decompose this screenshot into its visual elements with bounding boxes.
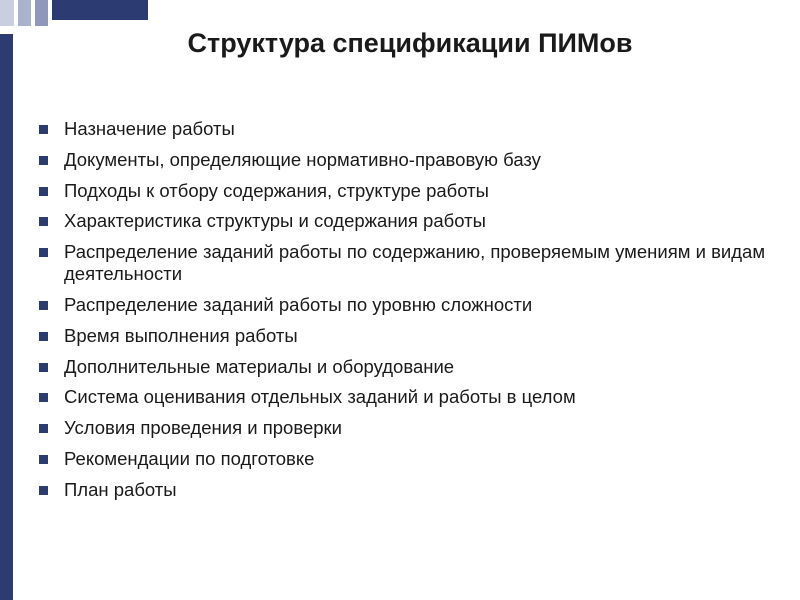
square-bullet-icon [39,455,48,464]
list-item-label: Характеристика структуры и содержания работы [64,210,486,232]
deco-block-3 [35,0,48,26]
bullet-list [34,118,774,501]
list-item [34,149,774,171]
list-item [34,325,774,347]
list-item [34,241,774,285]
list-item-label: Время выполнения работы [64,324,298,346]
list-item-label: Документы, определяющие нормативно-правовую базу [64,148,541,170]
square-bullet-icon [39,187,48,196]
left-accent-bar [0,34,13,600]
list-item [34,210,774,232]
list-item-label: Система оценивания отдельных заданий и работы в целом [64,386,576,408]
list-item-label: Распределение заданий работы по содержанию, проверяемым умениям и видам деятельности [64,241,766,285]
square-bullet-icon [39,248,48,257]
list-item-label: Рекомендации по подготовке [64,448,315,470]
list-item-label: Подходы к отбору содержания, структуре работы [64,179,489,201]
square-bullet-icon [39,332,48,341]
square-bullet-icon [39,363,48,372]
list-item [34,294,774,316]
deco-block-4 [52,0,148,20]
square-bullet-icon [39,125,48,134]
list-item [34,386,774,408]
list-item-label: Распределение заданий работы по уровню сложности [64,293,533,315]
list-item-label: Назначение работы [64,118,235,139]
square-bullet-icon [39,301,48,310]
list-item [34,180,774,202]
list-item [34,356,774,378]
list-item [34,448,774,470]
square-bullet-icon [39,486,48,495]
deco-block-2 [18,0,31,26]
list-item [34,417,774,439]
slide-content [34,118,774,510]
square-bullet-icon [39,156,48,165]
list-item-label: Условия проведения и проверки [64,417,342,439]
list-item-label: Дополнительные материалы и оборудование [64,355,455,377]
square-bullet-icon [39,217,48,226]
list-item [34,479,774,501]
square-bullet-icon [39,393,48,402]
deco-block-1 [0,0,14,26]
list-item [34,118,774,140]
slide-title: Структура спецификации ПИМов [187,28,633,58]
list-item-label: План работы [64,478,177,500]
left-accent-bar-gap [13,34,18,600]
square-bullet-icon [39,424,48,433]
